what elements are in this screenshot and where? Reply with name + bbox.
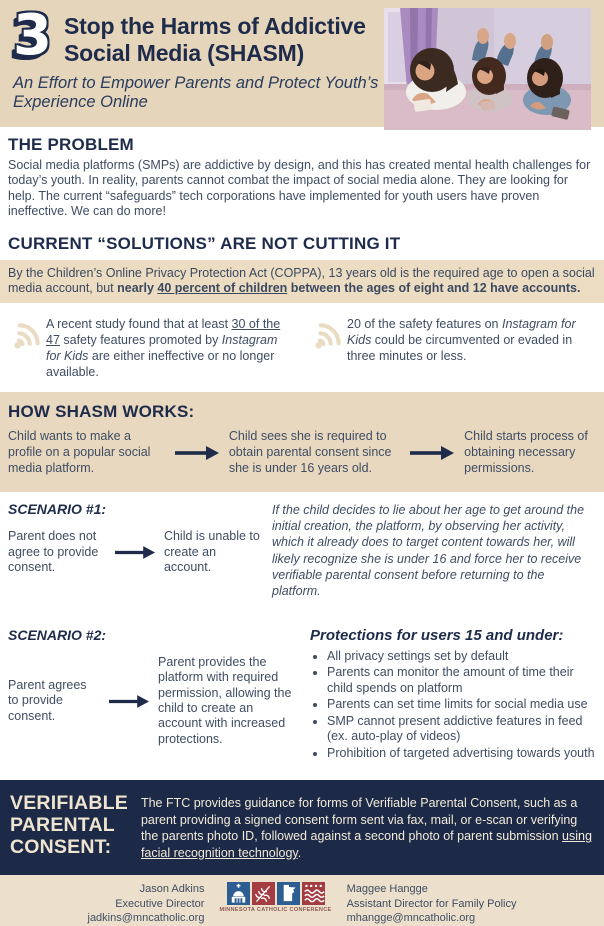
coppa-statement: [8, 266, 596, 297]
contact-maggee-hangge: [347, 882, 517, 926]
arrow-right-icon: [175, 446, 219, 460]
how-shasm-works-band: [0, 392, 604, 492]
vpc-label-line2: PARENTAL: [10, 814, 115, 837]
stat-2-product-name: Instagram for Kids: [347, 317, 576, 347]
stat-1-t1: A recent study found that at least: [46, 317, 232, 332]
basilica-icon: [227, 882, 250, 905]
process-step-3: Child starts process of obtaining necessary permissions.: [464, 429, 588, 475]
stat-1-t3: safety features promoted by: [59, 333, 222, 347]
vpc-t1: The FTC provides guidance for forms of Verifiable Parental Consent, such as a parent providing a signed consent form sent via fax, mail, or e-scan or verifying the parents photo ID, followed against a second photo of parent submission: [140, 796, 578, 844]
process-steps: [8, 429, 596, 476]
scenario-1-flow: [8, 529, 260, 575]
coppa-text-normal: By the Children’s Online Privacy Protection Act (COPPA), 13 years old is the required age to open a social media account, but: [8, 265, 595, 295]
scenario-1-heading: SCENARIO #1:: [8, 501, 107, 518]
section-heading-solutions: CURRENT “SOLUTIONS” ARE NOT CUTTING IT: [8, 233, 401, 253]
minnesota-state-icon: [277, 882, 300, 905]
process-step-2: Child sees she is required to obtain parental consent since she is under 16 years old.: [228, 429, 392, 475]
page-title: [64, 13, 366, 67]
page-title-line2: Social Media (SHASM): [64, 39, 305, 66]
scenario-2-heading: SCENARIO #2:: [8, 626, 107, 643]
stat-2-text: [347, 317, 596, 364]
scenario-1-cause: Parent does not agree to provide consent.: [8, 529, 99, 574]
scenario-1-section: [0, 492, 604, 611]
scenario-2-left: [8, 627, 298, 763]
protections-item: • Parents can monitor the amount of time their child spends on platform: [327, 665, 596, 696]
issue-number: 3: [13, 3, 52, 68]
contact-jason-adkins: [88, 882, 205, 926]
section-heading-how: HOW SHASM WORKS:: [8, 402, 195, 422]
protections-item: • SMP cannot present addictive features in feed (ex. auto-play of videos): [327, 714, 596, 745]
wifi-icon: [8, 317, 46, 355]
coppa-highlight-band: [0, 260, 604, 304]
arrow-right-icon: [115, 546, 155, 559]
arrow-right-icon: [410, 446, 454, 460]
stat-2-t1: 20 of the safety features on: [347, 317, 502, 332]
vpc-label-line1: VERIFIABLE: [10, 792, 128, 815]
stat-1-product-name: Instagram for Kids: [46, 333, 278, 363]
coppa-text-bold-end: between the ages of eight and 12 have accounts.: [287, 280, 581, 295]
process-step-1: Child wants to make a profile on a popular social media platform.: [8, 429, 151, 475]
contact-name: Jason Adkins: [139, 883, 205, 896]
section-heading-problem: THE PROBLEM: [8, 135, 134, 154]
protections-list: [327, 649, 596, 762]
arrow-right-icon: [109, 695, 149, 708]
stat-item-1: [8, 317, 295, 380]
logo-caption: MINNESOTA CATHOLIC CONFERENCE: [219, 907, 332, 914]
vpc-description: [141, 793, 592, 861]
logo-tiles: [227, 882, 325, 905]
coppa-text-bold: nearly: [117, 280, 158, 295]
vpc-link[interactable]: using facial recognition technology: [140, 829, 592, 860]
stat-2-t3: could be circumvented or evaded in three minutes or less.: [347, 333, 573, 363]
stat-1-link[interactable]: 30 of the 47: [46, 317, 281, 347]
contact-title: Executive Director: [115, 897, 205, 910]
protections-heading: Protections for users 15 and under:: [310, 626, 564, 644]
vpc-t3: .: [297, 845, 302, 860]
vpc-label: [10, 793, 128, 861]
scenario-2-flow: [8, 655, 298, 747]
header-banner: [0, 0, 604, 127]
problem-body-text: Social media platforms (SMPs) are addictive by design, and this has created mental health challenges for today’s youth. In reality, parents cannot combat the impact of social media alone. They are looking for help. The current “safeguards” tech corporations have implemented for youth users have proven ineffective. We can do more!: [8, 158, 591, 219]
girls-on-phones-photo: [384, 8, 591, 130]
scenario-1-note: If the child decides to lie about her age to get around the initial creation, the platform, by observing her activity, which it already does to target content towards her, will likely recognize she is under 16 and force her to receive verifiable parental consent before returning to the platform.: [272, 503, 585, 598]
wheat-icon: [252, 882, 275, 905]
contact-email[interactable]: jadkins@mncatholic.org: [87, 912, 205, 925]
scenario-2-section: [0, 617, 604, 771]
contact-name: Maggee Hangge: [346, 883, 428, 896]
contact-email[interactable]: mhangge@mncatholic.org: [346, 912, 476, 925]
page-title-line1: Stop the Harms of Addictive: [64, 13, 366, 39]
stat-item-2: [309, 317, 596, 380]
scenario-2-right: [310, 627, 596, 763]
contact-title: Assistant Director for Family Policy: [346, 897, 517, 910]
stars-and-waves-icon: [302, 882, 325, 905]
scenario-1-effect: Child is unable to create an account.: [163, 529, 260, 574]
scenario-1-left: [8, 501, 260, 599]
vpc-label-line3: CONSENT:: [10, 836, 112, 859]
protections-item: • Prohibition of targeted advertising towards youth: [327, 746, 596, 762]
protections-item: • All privacy settings set by default: [327, 649, 596, 665]
footer: [0, 875, 604, 926]
protections-item: • Parents can set time limits for social media use: [327, 697, 596, 713]
verifiable-parental-consent-band: [0, 780, 604, 875]
page-subtitle: An Effort to Empower Parents and Protect Youth’s Experience Online: [13, 74, 379, 112]
scenario-2-effect: Parent provides the platform with required permission, allowing the child to create an account with increased protections.: [158, 654, 292, 746]
coppa-stat-link[interactable]: 40 percent of children: [157, 280, 288, 295]
stat-1-text: [46, 317, 295, 380]
minnesota-catholic-conference-logo: [219, 882, 331, 926]
stat-1-t5: are either ineffective or no longer available.: [46, 348, 275, 379]
wifi-icon: [309, 317, 347, 355]
scenario-2-cause: Parent agrees to provide consent.: [8, 677, 87, 723]
stats-row: [0, 303, 604, 392]
